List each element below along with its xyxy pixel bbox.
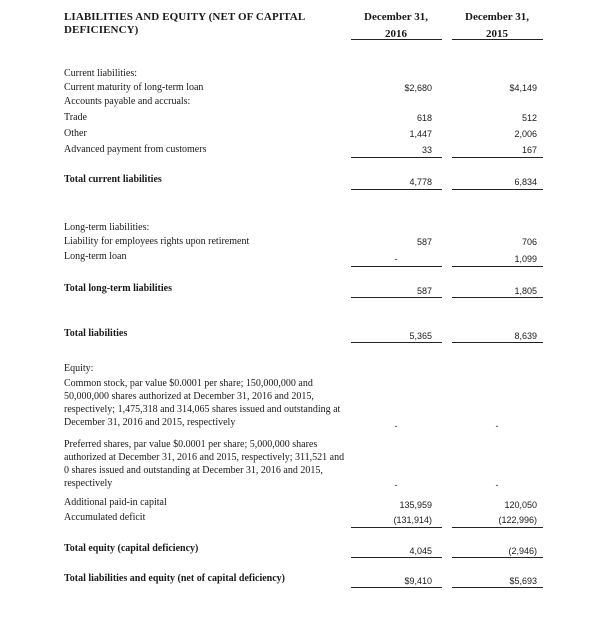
accumulated-deficit-2016: (131,914) [393,515,432,525]
common-stock-label: Common stock, par value $0.0001 per share; 150,000,000 and 50,000,000 shares authorized at December 31, 2016 and 2015, respectively; 1,475,318 and 314,065 shares issued and outstanding at December 31, 2016 and 2015, respectively [64,378,341,428]
column-2016-year: 2016 [385,28,407,40]
long-term-subtotal-rule-2016 [351,266,442,267]
current-maturity-2015: $4,149 [509,83,537,93]
column-2016-date: December 31, [364,11,428,23]
preferred-shares-label: Preferred shares, par value $0.0001 per share; 5,000,000 shares authorized at December 31, 2016 and 2015, respectively; 311,521 and 0 shares issued and outstanding at December 31, 2016 and 2015, respectively [64,439,345,489]
preferred-shares-2015: - [495,480,499,490]
total-liabilities-label: Total liabilities [64,328,128,339]
total-equity-label: Total equity (capital deficiency) [64,543,199,554]
trade-label: Trade [64,112,87,123]
advance-payment-2015: 167 [521,145,537,155]
total-current-rule-2016 [351,189,442,190]
total-liabilities-rule-2016 [351,342,442,343]
column-header-2016 [351,11,441,41]
long-term-loan-2015: 1,099 [514,254,537,264]
common-stock-2015: - [495,421,499,431]
total-current-liabilities-label: Total current liabilities [64,174,162,185]
advance-payment-2016: 33 [421,145,432,155]
total-current-rule-2015 [452,189,543,190]
other-2015: 2,006 [514,129,537,139]
column-2015-year: 2015 [486,28,508,40]
header-underline-2016 [351,39,442,40]
accounts-payable-label: Accounts payable and accruals: [64,96,191,107]
apic-label: Additional paid-in capital [64,497,167,508]
employee-rights-2015: 706 [521,237,537,247]
total-equity-rule-2015 [452,557,543,558]
total-liabilities-2015: 8,639 [514,331,537,341]
preferred-shares-2016: - [394,480,398,490]
grand-total-label: Total liabilities and equity (net of capital deficiency) [64,573,286,584]
grand-total-rule-2015 [452,587,543,588]
total-long-term-liabilities-label: Total long-term liabilities [64,283,172,294]
grand-total-2015: $5,693 [509,576,537,586]
accumulated-deficit-label: Accumulated deficit [64,512,146,523]
apic-2015: 120,050 [504,500,537,510]
equity-subtotal-rule-2015 [452,527,543,528]
column-2015-date: December 31, [465,11,529,23]
trade-2016: 618 [416,113,432,123]
current-maturity-label: Current maturity of long-term loan [64,82,204,93]
current-liabilities-heading: Current liabilities: [64,68,138,79]
current-subtotal-rule-2016 [351,157,442,158]
total-equity-2015: (2,946) [508,546,537,556]
current-subtotal-rule-2015 [452,157,543,158]
column-header-2015 [452,11,542,41]
long-term-loan-label: Long-term loan [64,251,127,262]
grand-total-rule-2016 [351,587,442,588]
total-liabilities-2016: 5,365 [409,331,432,341]
accumulated-deficit-2015: (122,996) [498,515,537,525]
total-long-term-liabilities-2016: 587 [416,286,432,296]
apic-2016: 135,959 [399,500,432,510]
total-long-term-rule-2015 [452,297,543,298]
long-term-loan-2016: - [394,254,398,264]
header-underline-2015 [452,39,543,40]
total-long-term-rule-2016 [351,297,442,298]
total-current-liabilities-2015: 6,834 [514,177,537,187]
equity-heading: Equity: [64,363,94,374]
advance-payment-label: Advanced payment from customers [64,144,207,155]
statement-title: LIABILITIES AND EQUITY (NET OF CAPITAL DEFICIENCY) [64,11,305,36]
trade-2015: 512 [521,113,537,123]
long-term-liabilities-heading: Long-term liabilities: [64,222,150,233]
other-label: Other [64,128,87,139]
employee-rights-2016: 587 [416,237,432,247]
common-stock-2016: - [394,421,398,431]
total-equity-rule-2016 [351,557,442,558]
equity-subtotal-rule-2016 [351,527,442,528]
other-2016: 1,447 [409,129,432,139]
total-current-liabilities-2016: 4,778 [409,177,432,187]
total-equity-2016: 4,045 [409,546,432,556]
total-long-term-liabilities-2015: 1,805 [514,286,537,296]
long-term-subtotal-rule-2015 [452,266,543,267]
employee-rights-label: Liability for employees rights upon retirement [64,236,250,247]
grand-total-2016: $9,410 [404,576,432,586]
total-liabilities-rule-2015 [452,342,543,343]
current-maturity-2016: $2,680 [404,83,432,93]
